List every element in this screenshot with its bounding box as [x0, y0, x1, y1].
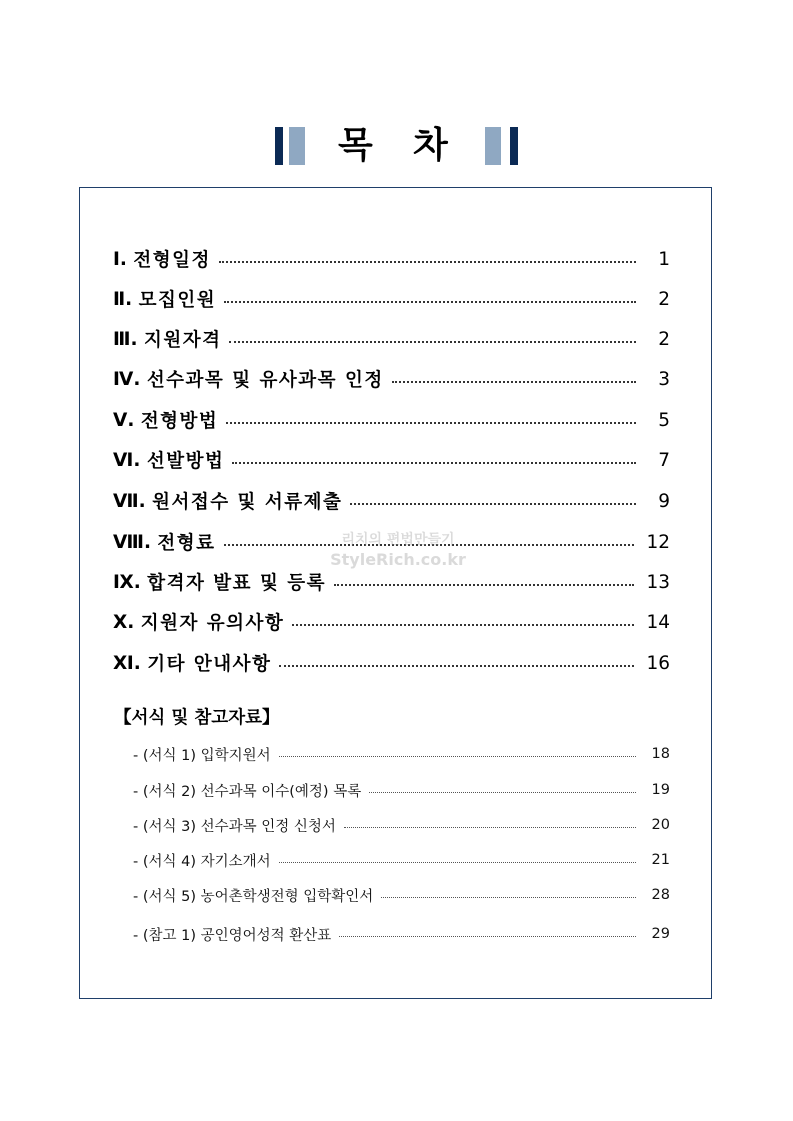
- toc-leader-dots: [232, 462, 636, 464]
- toc-title: [0, 124, 793, 168]
- appendix-leader-dots: [339, 936, 636, 937]
- appendix-row[interactable]: [133, 849, 670, 871]
- toc-leader-dots: [392, 381, 636, 383]
- appendix-row-label: - (서식 1) 입학지원서: [133, 747, 271, 764]
- title-bar-light-right: [485, 127, 501, 165]
- title-bar-dark-right: [510, 127, 518, 165]
- toc-row-number: Ⅱ.: [113, 288, 133, 310]
- toc-row-page: 14: [646, 611, 670, 633]
- toc-row-page: 9: [658, 490, 670, 512]
- appendix-leader-dots: [369, 792, 636, 793]
- appendix-row[interactable]: [133, 884, 670, 906]
- toc-row[interactable]: [113, 609, 670, 635]
- appendix-row[interactable]: [133, 743, 670, 765]
- toc-row-number: Ⅲ.: [113, 328, 138, 350]
- toc-row[interactable]: [113, 407, 670, 433]
- watermark-line1: 리치의 편법만들기: [341, 532, 455, 548]
- watermark: [318, 530, 478, 570]
- appendix-leader-dots: [279, 756, 636, 757]
- toc-row-number: Ⅳ.: [113, 368, 141, 390]
- appendix-row-label: - (서식 2) 선수과목 이수(예정) 목록: [133, 783, 362, 800]
- toc-row[interactable]: [113, 569, 670, 595]
- appendix-row-page: 18: [651, 746, 670, 762]
- toc-leader-dots: [219, 261, 636, 263]
- appendix-row[interactable]: [133, 779, 670, 801]
- toc-row-page: 3: [658, 368, 670, 390]
- toc-row-label: 원서접수 및 서류제출: [152, 492, 343, 513]
- page-title: [327, 124, 467, 168]
- appendix-leader-dots: [279, 862, 636, 863]
- toc-row-page: 12: [646, 531, 670, 553]
- toc-leader-dots: [279, 665, 634, 667]
- toc-row-label: 지원자 유의사항: [140, 613, 285, 634]
- toc-row-label: 지원자격: [143, 330, 222, 351]
- appendix-row-page: 19: [651, 782, 670, 798]
- toc-leader-dots: [224, 301, 636, 303]
- toc-row-page: 13: [646, 571, 670, 593]
- appendix-leader-dots: [381, 897, 636, 898]
- toc-row-page: 2: [658, 288, 670, 310]
- toc-row-label: 모집인원: [138, 290, 217, 311]
- toc-row-page: 7: [658, 449, 670, 471]
- title-char-2: 차: [413, 125, 448, 166]
- toc-row-number: Ⅵ.: [113, 449, 141, 471]
- toc-row-label: 선발방법: [146, 451, 225, 472]
- toc-row-number: Ⅰ.: [113, 248, 127, 270]
- toc-row-label: 선수과목 및 유사과목 인정: [146, 370, 384, 391]
- toc-leader-dots: [334, 584, 634, 586]
- toc-row[interactable]: [113, 286, 670, 312]
- toc-row[interactable]: [113, 366, 670, 392]
- appendix-row-label: - (서식 4) 자기소개서: [133, 853, 271, 870]
- title-bar-dark-left: [275, 127, 283, 165]
- toc-row-label: 합격자 발표 및 등록: [147, 573, 327, 594]
- toc-row[interactable]: [113, 246, 670, 272]
- appendix-row-label: - (서식 3) 선수과목 인정 신청서: [133, 818, 336, 835]
- toc-leader-dots: [292, 624, 634, 626]
- toc-row-number: Ⅶ.: [113, 490, 146, 512]
- toc-row-number: Ⅺ.: [113, 652, 141, 674]
- appendix-row-page: 28: [651, 887, 670, 903]
- toc-row[interactable]: [113, 650, 670, 676]
- appendix-row-page: 21: [651, 852, 670, 868]
- toc-row[interactable]: [113, 488, 670, 514]
- toc-row-label: 전형방법: [140, 411, 219, 432]
- appendix-row-label: - (참고 1) 공인영어성적 환산표: [133, 927, 332, 944]
- toc-leader-dots: [229, 341, 636, 343]
- title-char-1: 목: [338, 125, 373, 166]
- title-bar-light-left: [289, 127, 305, 165]
- toc-box: [79, 187, 712, 999]
- toc-row[interactable]: [113, 447, 670, 473]
- toc-row-number: Ⅹ.: [113, 611, 135, 633]
- toc-row-page: 5: [658, 409, 670, 431]
- toc-row-page: 16: [646, 652, 670, 674]
- toc-row-page: 2: [658, 328, 670, 350]
- toc-leader-dots: [226, 422, 636, 424]
- appendix-row[interactable]: [133, 923, 670, 945]
- toc-row-number: Ⅷ.: [113, 531, 151, 553]
- toc-row-number: Ⅸ.: [113, 571, 141, 593]
- appendix-row-page: 20: [651, 817, 670, 833]
- toc-row-label: 전형일정: [133, 250, 211, 271]
- toc-row-label: 기타 안내사항: [147, 654, 272, 675]
- appendix-row-page: 29: [651, 926, 670, 942]
- watermark-line2: StyleRich.co.kr: [330, 550, 466, 569]
- appendix-leader-dots: [344, 827, 636, 828]
- appendix-heading: 【서식 및 참고자료】: [114, 708, 280, 728]
- toc-leader-dots: [350, 503, 636, 505]
- appendix-row[interactable]: [133, 814, 670, 836]
- appendix-row-label: - (서식 5) 농어촌학생전형 입학확인서: [133, 888, 374, 905]
- toc-row[interactable]: [113, 326, 670, 352]
- toc-row-page: 1: [658, 248, 670, 270]
- toc-row-label: 전형료: [157, 533, 216, 554]
- toc-row-number: Ⅴ.: [113, 409, 135, 431]
